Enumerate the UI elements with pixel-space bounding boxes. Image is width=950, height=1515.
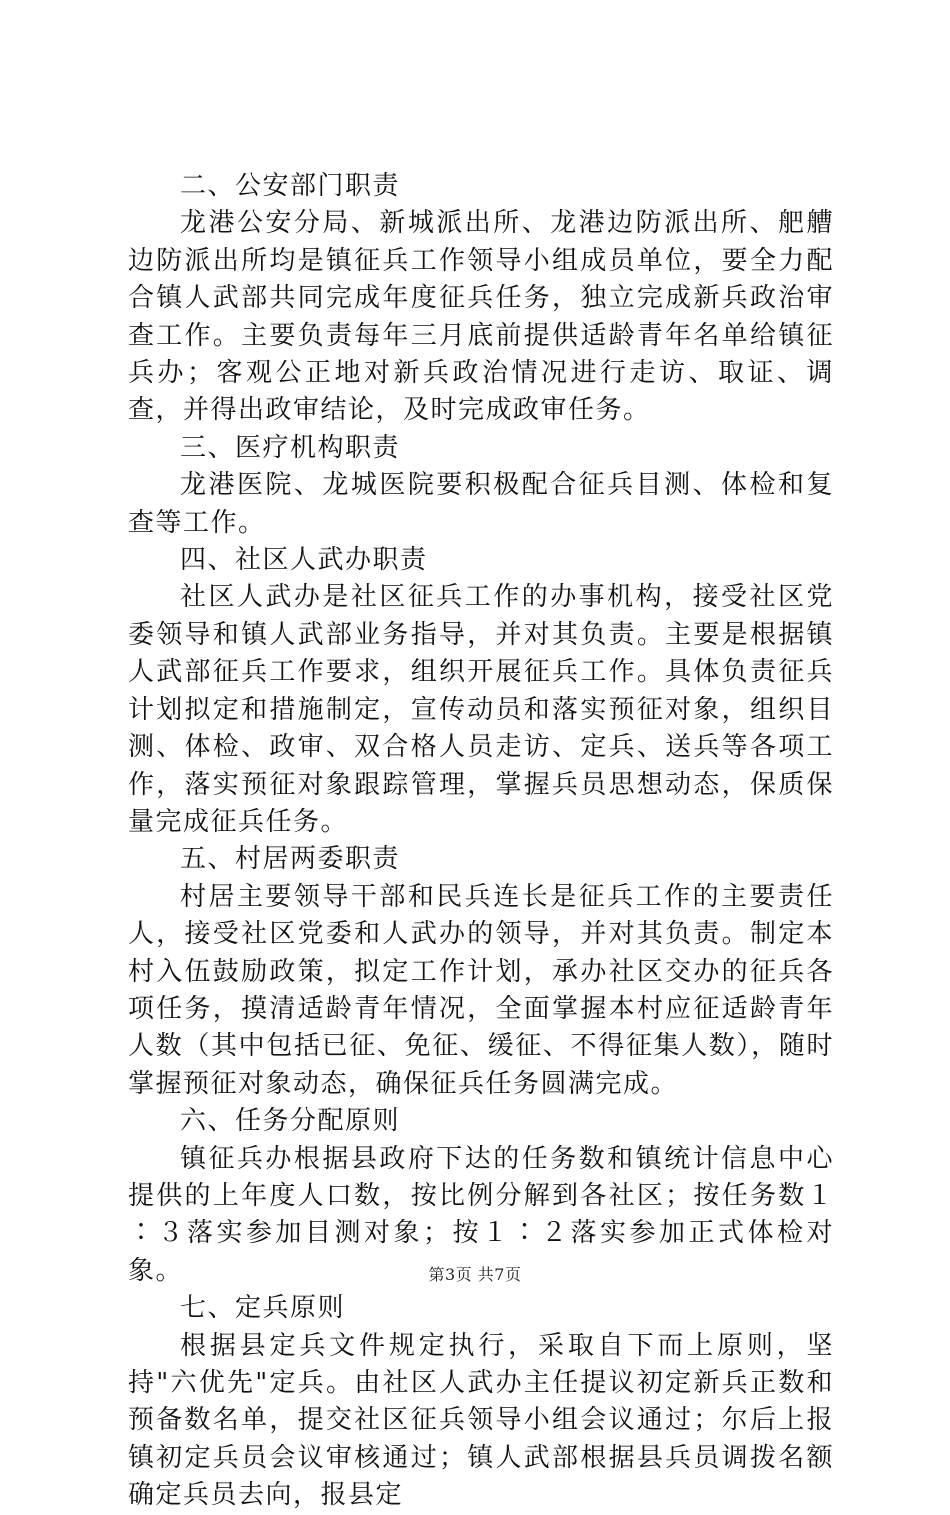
section-paragraph-5: 村居主要领导干部和民兵连长是征兵工作的主要责任人，接受社区党委和人武办的领导，并对其负责。制定本村入伍鼓励政策，拟定工作计划，承办社区交办的征兵各项任务，摸清适龄青年情况，全面掌握本村应征适龄青年人数（其中包括已征、免征、缓征、不得征集人数），随时掌握预征对象动态，确保征兵任务圆满完成。 [128, 881, 834, 1099]
section-paragraph-7: 根据县定兵文件规定执行，采取自下而上原则，坚持"六优先"定兵。由社区人武办主任提议初定新兵正数和预备数名单，提交社区征兵领导小组会议通过；尔后上报镇初定兵员会议审核通过；镇人武部根据县兵员调拨名额确定兵员去向，报县定 [128, 1330, 834, 1511]
section-heading-7: 七、定兵原则 [180, 1293, 346, 1324]
document-body [128, 168, 834, 1515]
section-heading-6: 六、任务分配原则 [180, 1106, 401, 1137]
section-heading-4: 四、社区人武办职责 [180, 545, 428, 576]
section-heading-5: 五、村居两委职责 [180, 844, 401, 875]
section-paragraph-2: 龙港公安分局、新城派出所、龙港边防派出所、舥艚边防派出所均是镇征兵工作领导小组成员单位，要全力配合镇人武部共同完成年度征兵任务，独立完成新兵政治审查工作。主要负责每年三月底前提供适龄青年名单给镇征兵办；客观公正地对新兵政治情况进行走访、取证、调查，并得出政审结论，及时完成政审任务。 [128, 208, 834, 426]
section-heading-2: 二、公安部门职责 [180, 171, 401, 201]
section-heading-3: 三、医疗机构职责 [180, 432, 401, 463]
section-paragraph-6: 镇征兵办根据县政府下达的任务数和镇统计信息中心提供的上年度人口数，按比例分解到各社区；按任务数１∶３落实参加目测对象；按１∶２落实参加正式体检对象。 [128, 1143, 834, 1286]
section-paragraph-3: 龙港医院、龙城医院要积极配合征兵目测、体检和复查等工作。 [128, 470, 834, 538]
page-number-footer: 第3页 共7页 [428, 1265, 522, 1284]
section-paragraph-4: 社区人武办是社区征兵工作的办事机构，接受社区党委领导和镇人武部业务指导，并对其负责。主要是根据镇人武部征兵工作要求，组织开展征兵工作。具体负责征兵计划拟定和措施制定，宣传动员和落实预征对象，组织目测、体检、政审、双合格人员走访、定兵、送兵等各项工作，落实预征对象跟踪管理，掌握兵员思想动态，保质保量完成征兵任务。 [128, 582, 834, 837]
